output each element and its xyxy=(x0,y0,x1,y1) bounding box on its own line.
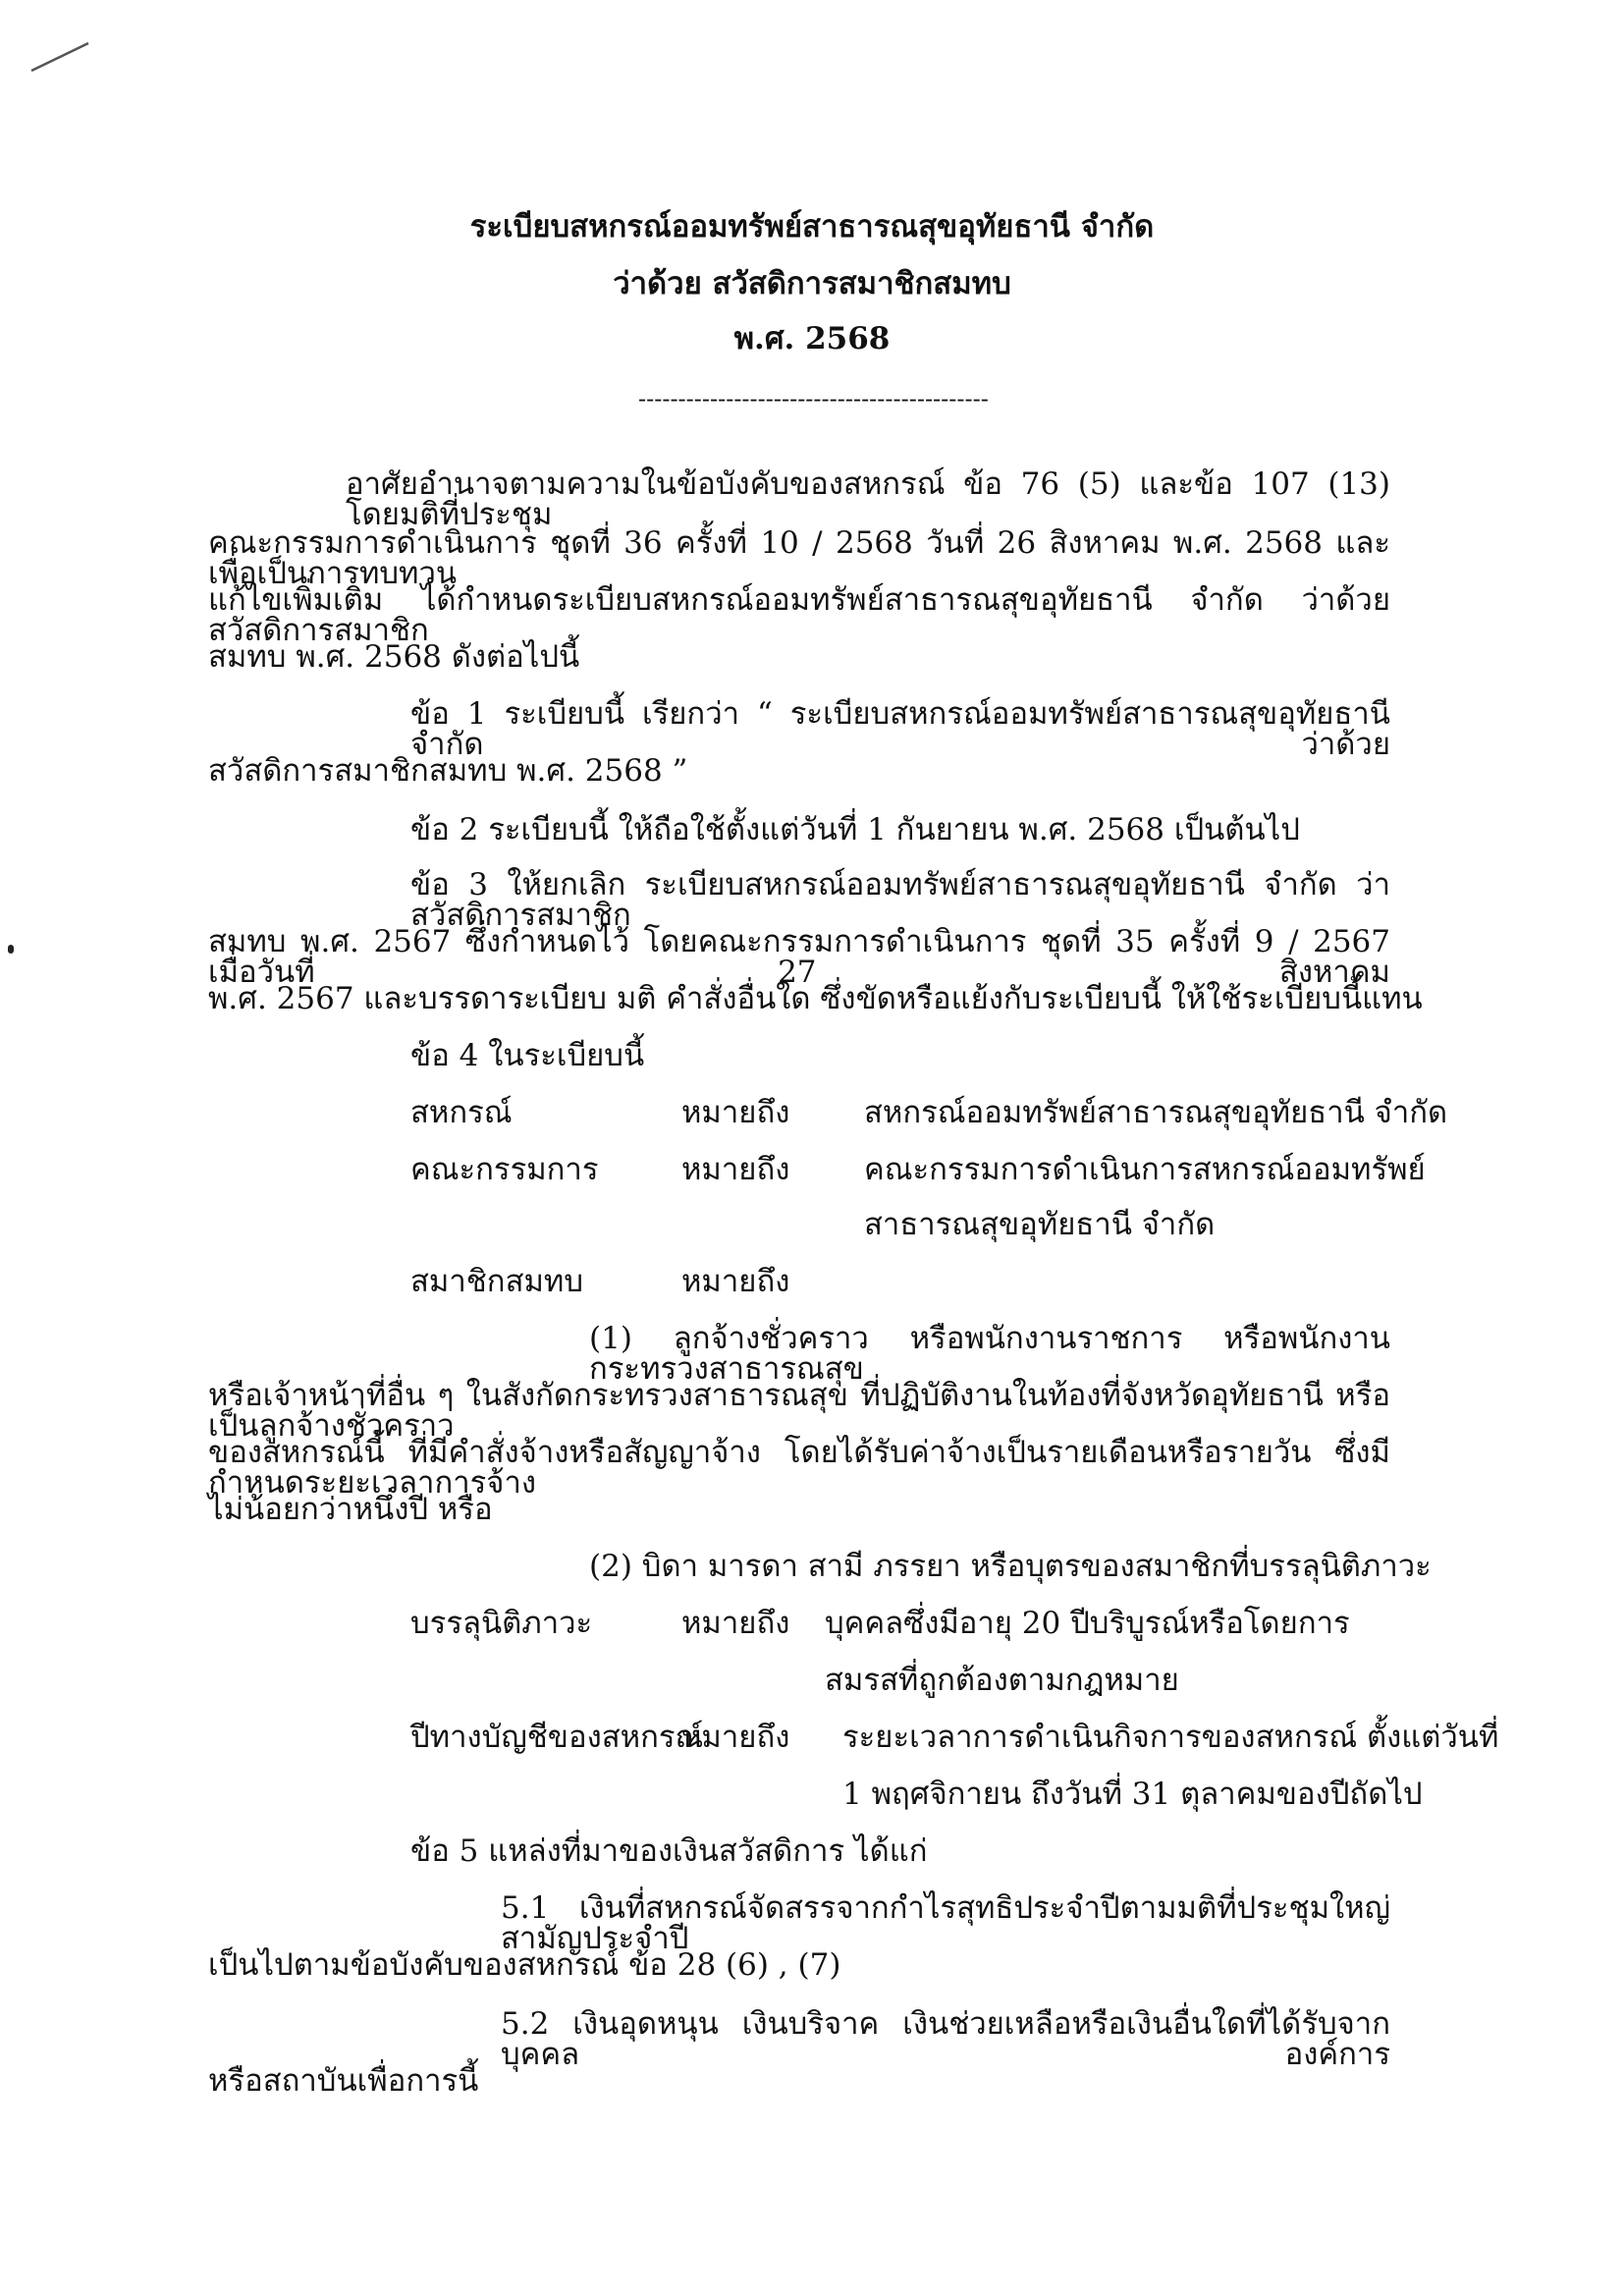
definition-text-age-line-2: สมรสที่ถูกต้องตามกฎหมาย xyxy=(825,1663,1179,1698)
preamble-line-2: คณะกรรมการดำเนินการ ชุดที่ 36 ครั้งที่ 10 / 2568 วันที่ 26 สิงหาคม พ.ศ. 2568 และเพื่อเป็นการทบทวน xyxy=(208,525,1390,591)
definition-text-fiscal-year-line-2: 1 พฤศจิกายน ถึงวันที่ 31 ตุลาคมของปีถัดไป xyxy=(842,1777,1423,1812)
member-item-1-line-1: (1) ลูกจ้างชั่วคราว หรือพนักงานราชการ หรือพนักงานกระทรวงสาธารณสุข xyxy=(589,1321,1390,1387)
definition-text-board-line-1: คณะกรรมการดำเนินการสหกรณ์ออมทรัพย์ xyxy=(864,1152,1426,1187)
document-year: พ.ศ. 2568 xyxy=(733,321,891,356)
member-item-2: (2) บิดา มารดา สามี ภรรยา หรือบุตรของสมาชิกที่บรรลุนิติภาวะ xyxy=(589,1549,1432,1584)
definition-term-fiscal-year: ปีทางบัญชีของสหกรณ์ xyxy=(410,1720,704,1755)
definition-means: หมายถึง xyxy=(681,1264,790,1299)
clause-1-line-2: สวัสดิการสมาชิกสมทบ พ.ศ. 2568 ” xyxy=(208,753,688,789)
clause-4-heading: ข้อ 4 ในระเบียบนี้ xyxy=(410,1038,645,1073)
definition-term-age: บรรลุนิติภาวะ xyxy=(410,1606,593,1641)
definition-term-coop: สหกรณ์ xyxy=(410,1095,513,1130)
clause-5-1-line-1: 5.1 เงินที่สหกรณ์จัดสรรจากกำไรสุทธิประจำปีตามมติที่ประชุมใหญ่สามัญประจำปี xyxy=(501,1890,1390,1956)
definition-means: หมายถึง xyxy=(681,1606,790,1641)
definition-term-board: คณะกรรมการ xyxy=(410,1152,599,1187)
member-item-1-line-4: ไม่น้อยกว่าหนึ่งปี หรือ xyxy=(208,1492,493,1527)
document-subtitle: ว่าด้วย สวัสดิการสมาชิกสมทบ xyxy=(613,266,1011,301)
clause-3-line-2: สมทบ พ.ศ. 2567 ซึ่งกำหนดไว้ โดยคณะกรรมการดำเนินการ ชุดที่ 35 ครั้งที่ 9 / 2567 เมื่อวันที่ 27 สิงหาคม xyxy=(208,924,1390,990)
definition-text-coop: สหกรณ์ออมทรัพย์สาธารณสุขอุทัยธานี จำกัด xyxy=(864,1095,1448,1130)
clause-1-line-1: ข้อ 1 ระเบียบนี้ เรียกว่า “ ระเบียบสหกรณ์ออมทรัพย์สาธารณสุขอุทัยธานี จำกัด ว่าด้วย xyxy=(410,696,1390,762)
clause-3-line-3: พ.ศ. 2567 และบรรดาระเบียบ มติ คำสั่งอื่นใด ซึ่งขัดหรือแย้งกับระเบียบนี้ ให้ใช้ระเบียบนี้แทน xyxy=(208,981,1423,1016)
scan-dot-mark xyxy=(8,945,14,954)
clause-5-1-line-2: เป็นไปตามข้อบังคับของสหกรณ์ ข้อ 28 (6) , (7) xyxy=(208,1947,841,1983)
clause-5-2-line-2: หรือสถาบันเพื่อการนี้ xyxy=(208,2063,479,2099)
preamble-line-4: สมทบ พ.ศ. 2568 ดังต่อไปนี้ xyxy=(208,639,580,675)
clause-3-line-1: ข้อ 3 ให้ยกเลิก ระเบียบสหกรณ์ออมทรัพย์สาธารณสุขอุทัยธานี จำกัด ว่าสวัสดิการสมาชิก xyxy=(410,867,1390,933)
member-item-1-line-2: หรือเจ้าหน้าที่อื่น ๆ ในสังกัดกระทรวงสาธารณสุข ที่ปฏิบัติงานในท้องที่จังหวัดอุทัยธานี หรือเป็นลูกจ้างชั่วคราว xyxy=(208,1378,1390,1444)
clause-5-2-line-1: 5.2 เงินอุดหนุน เงินบริจาค เงินช่วยเหลือหรือเงินอื่นใดที่ได้รับจากบุคคล องค์การ xyxy=(501,2006,1390,2072)
preamble-line-1: อาศัยอำนาจตามความในข้อบังคับของสหกรณ์ ข้อ 76 (5) และข้อ 107 (13) โดยมติที่ประชุม xyxy=(346,466,1390,532)
preamble-line-3: แก้ไขเพิ่มเติม ได้กำหนดระเบียบสหกรณ์ออมทรัพย์สาธารณสุขอุทัยธานี จำกัด ว่าด้วย สวัสดิการสมาชิก xyxy=(208,582,1390,648)
clause-5-heading: ข้อ 5 แหล่งที่มาของเงินสวัสดิการ ได้แก่ xyxy=(410,1833,928,1869)
member-item-1-line-3: ของสหกรณ์นี้ ที่มีคำสั่งจ้างหรือสัญญาจ้าง โดยได้รับค่าจ้างเป็นรายเดือนหรือรายวัน ซึ่งมีกำหนดระยะเวลาการจ้าง xyxy=(208,1435,1390,1501)
definition-means: หมายถึง xyxy=(681,1720,790,1755)
definition-means: หมายถึง xyxy=(681,1095,790,1130)
definition-text-fiscal-year-line-1: ระยะเวลาการดำเนินกิจการของสหกรณ์ ตั้งแต่วันที่ xyxy=(842,1720,1499,1755)
title-separator: -------------------------------------------- xyxy=(638,387,989,410)
definition-means: หมายถึง xyxy=(681,1152,790,1187)
document-title: ระเบียบสหกรณ์ออมทรัพย์สาธารณสุขอุทัยธานี จำกัด xyxy=(469,209,1155,245)
scan-stroke-mark xyxy=(27,37,96,77)
definition-term-member: สมาชิกสมทบ xyxy=(410,1264,584,1299)
definition-text-board-line-2: สาธารณสุขอุทัยธานี จำกัด xyxy=(864,1207,1216,1242)
definition-text-age-line-1: บุคคลซึ่งมีอายุ 20 ปีบริบูรณ์หรือโดยการ xyxy=(825,1606,1350,1641)
clause-2: ข้อ 2 ระเบียบนี้ ให้ถือใช้ตั้งแต่วันที่ 1 กันยายน พ.ศ. 2568 เป็นต้นไป xyxy=(410,812,1300,847)
